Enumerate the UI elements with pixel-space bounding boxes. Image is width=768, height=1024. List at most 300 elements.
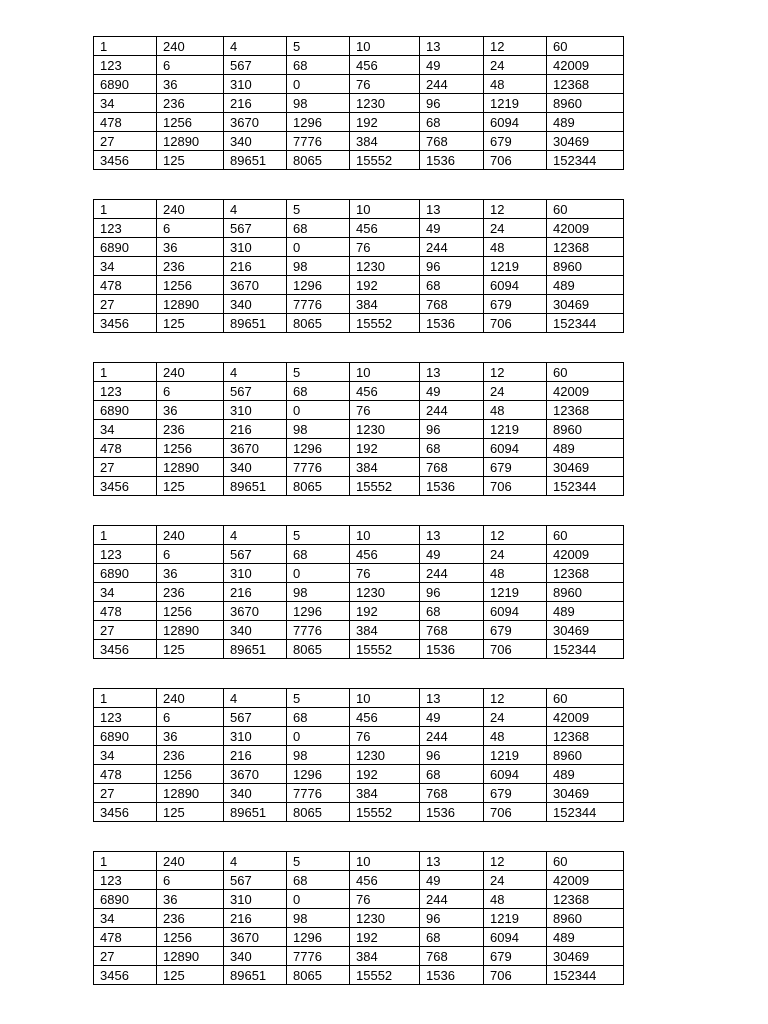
table-cell: 125	[157, 151, 224, 170]
table-cell: 34	[94, 94, 157, 113]
table-cell: 96	[420, 746, 484, 765]
table-cell: 6890	[94, 890, 157, 909]
table-cell: 310	[224, 890, 287, 909]
table-row	[94, 276, 624, 295]
table-cell: 310	[224, 75, 287, 94]
table-row	[94, 602, 624, 621]
table-cell: 48	[484, 890, 547, 909]
table-cell: 10	[350, 526, 420, 545]
table-cell: 489	[547, 602, 624, 621]
number-table-4	[93, 525, 624, 659]
table-cell: 3670	[224, 765, 287, 784]
table-cell: 68	[420, 276, 484, 295]
table-cell: 12	[484, 363, 547, 382]
table-cell: 125	[157, 966, 224, 985]
table-cell: 1256	[157, 439, 224, 458]
table-cell: 7776	[287, 784, 350, 803]
table-cell: 1296	[287, 928, 350, 947]
table-row	[94, 200, 624, 219]
table-row	[94, 564, 624, 583]
table-cell: 236	[157, 420, 224, 439]
table-row	[94, 238, 624, 257]
table-row	[94, 113, 624, 132]
table-cell: 49	[420, 545, 484, 564]
table-cell: 679	[484, 947, 547, 966]
table-cell: 8960	[547, 94, 624, 113]
table-cell: 15552	[350, 314, 420, 333]
table-cell: 244	[420, 75, 484, 94]
table-cell: 310	[224, 727, 287, 746]
table-cell: 768	[420, 132, 484, 151]
table-row	[94, 401, 624, 420]
table-row	[94, 257, 624, 276]
number-table-1	[93, 36, 624, 170]
table-cell: 76	[350, 75, 420, 94]
table-cell: 489	[547, 276, 624, 295]
table-cell: 96	[420, 909, 484, 928]
table-row	[94, 784, 624, 803]
table-cell: 768	[420, 458, 484, 477]
table-cell: 42009	[547, 871, 624, 890]
table-cell: 49	[420, 56, 484, 75]
table-cell: 1536	[420, 640, 484, 659]
table-cell: 15552	[350, 477, 420, 496]
table-cell: 60	[547, 689, 624, 708]
table-row	[94, 890, 624, 909]
table-cell: 236	[157, 94, 224, 113]
table-cell: 12	[484, 526, 547, 545]
table-cell: 0	[287, 401, 350, 420]
table-cell: 0	[287, 75, 350, 94]
table-cell: 236	[157, 909, 224, 928]
table-cell: 0	[287, 564, 350, 583]
table-cell: 5	[287, 526, 350, 545]
table-cell: 89651	[224, 151, 287, 170]
table-cell: 1219	[484, 583, 547, 602]
table-row	[94, 94, 624, 113]
table-cell: 98	[287, 257, 350, 276]
table-cell: 192	[350, 928, 420, 947]
table-cell: 192	[350, 113, 420, 132]
table-cell: 4	[224, 526, 287, 545]
table-cell: 244	[420, 238, 484, 257]
table-cell: 1256	[157, 765, 224, 784]
table-cell: 15552	[350, 151, 420, 170]
table-cell: 7776	[287, 458, 350, 477]
table-cell: 3670	[224, 439, 287, 458]
table-cell: 60	[547, 37, 624, 56]
table-cell: 152344	[547, 966, 624, 985]
table-cell: 6890	[94, 401, 157, 420]
table-cell: 27	[94, 784, 157, 803]
table-cell: 5	[287, 37, 350, 56]
table-cell: 96	[420, 420, 484, 439]
table-cell: 12	[484, 37, 547, 56]
table-cell: 1256	[157, 276, 224, 295]
table-row	[94, 966, 624, 985]
table-cell: 1219	[484, 746, 547, 765]
table-cell: 76	[350, 890, 420, 909]
table-cell: 49	[420, 871, 484, 890]
table-cell: 8960	[547, 420, 624, 439]
table-cell: 8065	[287, 477, 350, 496]
table-cell: 4	[224, 37, 287, 56]
table-row	[94, 871, 624, 890]
table-cell: 1	[94, 852, 157, 871]
table-cell: 8960	[547, 257, 624, 276]
table-cell: 60	[547, 852, 624, 871]
table-cell: 6094	[484, 276, 547, 295]
table-cell: 1219	[484, 420, 547, 439]
table-cell: 30469	[547, 132, 624, 151]
table-cell: 1256	[157, 928, 224, 947]
table-cell: 240	[157, 200, 224, 219]
table-cell: 4	[224, 852, 287, 871]
table-cell: 567	[224, 708, 287, 727]
table-cell: 12890	[157, 621, 224, 640]
table-cell: 89651	[224, 477, 287, 496]
table-row	[94, 314, 624, 333]
table-cell: 68	[287, 219, 350, 238]
table-cell: 0	[287, 890, 350, 909]
table-cell: 13	[420, 689, 484, 708]
table-cell: 48	[484, 564, 547, 583]
table-cell: 384	[350, 621, 420, 640]
table-cell: 68	[287, 56, 350, 75]
table-cell: 4	[224, 689, 287, 708]
table-cell: 8960	[547, 909, 624, 928]
table-cell: 384	[350, 947, 420, 966]
table-cell: 152344	[547, 477, 624, 496]
number-table-2	[93, 199, 624, 333]
table-cell: 1296	[287, 439, 350, 458]
table-row	[94, 439, 624, 458]
table-cell: 768	[420, 784, 484, 803]
table-cell: 456	[350, 871, 420, 890]
table-row	[94, 477, 624, 496]
number-table-5	[93, 688, 624, 822]
table-cell: 567	[224, 871, 287, 890]
table-cell: 244	[420, 401, 484, 420]
table-cell: 6	[157, 56, 224, 75]
table-cell: 30469	[547, 621, 624, 640]
table-cell: 27	[94, 621, 157, 640]
table-cell: 216	[224, 909, 287, 928]
table-cell: 567	[224, 219, 287, 238]
table-cell: 236	[157, 583, 224, 602]
table-cell: 1	[94, 689, 157, 708]
table-cell: 1256	[157, 602, 224, 621]
table-cell: 30469	[547, 458, 624, 477]
table-cell: 60	[547, 526, 624, 545]
table-cell: 12890	[157, 132, 224, 151]
table-cell: 384	[350, 784, 420, 803]
table-cell: 489	[547, 439, 624, 458]
table-row	[94, 56, 624, 75]
table-cell: 1	[94, 37, 157, 56]
table-cell: 10	[350, 200, 420, 219]
table-cell: 3670	[224, 113, 287, 132]
table-cell: 152344	[547, 640, 624, 659]
table-cell: 240	[157, 526, 224, 545]
table-cell: 68	[287, 545, 350, 564]
table-cell: 12368	[547, 564, 624, 583]
table-cell: 6094	[484, 602, 547, 621]
table-cell: 10	[350, 852, 420, 871]
table-cell: 489	[547, 928, 624, 947]
table-cell: 240	[157, 37, 224, 56]
table-row	[94, 727, 624, 746]
table-row	[94, 458, 624, 477]
table-cell: 12368	[547, 727, 624, 746]
table-cell: 1230	[350, 583, 420, 602]
table-cell: 216	[224, 420, 287, 439]
table-cell: 96	[420, 94, 484, 113]
table-row	[94, 151, 624, 170]
table-cell: 68	[420, 439, 484, 458]
table-cell: 10	[350, 37, 420, 56]
table-cell: 36	[157, 238, 224, 257]
table-cell: 1	[94, 363, 157, 382]
table-cell: 310	[224, 401, 287, 420]
table-cell: 68	[287, 708, 350, 727]
table-cell: 7776	[287, 947, 350, 966]
table-cell: 98	[287, 94, 350, 113]
table-cell: 24	[484, 382, 547, 401]
table-cell: 36	[157, 401, 224, 420]
table-cell: 1296	[287, 276, 350, 295]
table-row	[94, 947, 624, 966]
table-cell: 1230	[350, 420, 420, 439]
table-cell: 24	[484, 708, 547, 727]
table-cell: 216	[224, 94, 287, 113]
table-cell: 6094	[484, 765, 547, 784]
table-cell: 6	[157, 871, 224, 890]
table-cell: 76	[350, 564, 420, 583]
table-row	[94, 382, 624, 401]
table-cell: 89651	[224, 966, 287, 985]
table-cell: 340	[224, 784, 287, 803]
table-cell: 125	[157, 640, 224, 659]
table-cell: 34	[94, 420, 157, 439]
table-row	[94, 420, 624, 439]
table-cell: 12368	[547, 75, 624, 94]
table-cell: 12	[484, 852, 547, 871]
table-cell: 12890	[157, 784, 224, 803]
table-cell: 6094	[484, 439, 547, 458]
table-cell: 340	[224, 947, 287, 966]
table-cell: 489	[547, 113, 624, 132]
table-cell: 8065	[287, 640, 350, 659]
table-cell: 5	[287, 200, 350, 219]
table-cell: 125	[157, 477, 224, 496]
table-cell: 567	[224, 545, 287, 564]
table-cell: 567	[224, 56, 287, 75]
table-cell: 48	[484, 401, 547, 420]
table-cell: 567	[224, 382, 287, 401]
table-cell: 27	[94, 947, 157, 966]
table-cell: 192	[350, 439, 420, 458]
table-cell: 123	[94, 708, 157, 727]
table-cell: 36	[157, 727, 224, 746]
table-row	[94, 640, 624, 659]
table-row	[94, 708, 624, 727]
table-cell: 1296	[287, 765, 350, 784]
table-cell: 48	[484, 75, 547, 94]
table-cell: 8065	[287, 966, 350, 985]
table-cell: 5	[287, 852, 350, 871]
table-cell: 7776	[287, 132, 350, 151]
table-row	[94, 803, 624, 822]
table-cell: 34	[94, 909, 157, 928]
table-cell: 36	[157, 564, 224, 583]
table-cell: 3456	[94, 803, 157, 822]
table-cell: 49	[420, 382, 484, 401]
table-cell: 68	[420, 113, 484, 132]
table-cell: 125	[157, 314, 224, 333]
table-row	[94, 621, 624, 640]
table-cell: 478	[94, 439, 157, 458]
table-cell: 12	[484, 200, 547, 219]
table-cell: 216	[224, 746, 287, 765]
table-cell: 3456	[94, 640, 157, 659]
table-row	[94, 295, 624, 314]
table-cell: 60	[547, 200, 624, 219]
table-cell: 36	[157, 75, 224, 94]
table-cell: 12368	[547, 890, 624, 909]
table-cell: 6890	[94, 727, 157, 746]
table-cell: 706	[484, 477, 547, 496]
table-cell: 478	[94, 276, 157, 295]
table-cell: 1536	[420, 477, 484, 496]
table-cell: 706	[484, 966, 547, 985]
table-cell: 456	[350, 56, 420, 75]
table-cell: 1296	[287, 602, 350, 621]
table-cell: 244	[420, 727, 484, 746]
table-cell: 68	[287, 871, 350, 890]
table-cell: 13	[420, 363, 484, 382]
table-cell: 1230	[350, 746, 420, 765]
table-cell: 96	[420, 583, 484, 602]
table-cell: 8960	[547, 583, 624, 602]
table-cell: 49	[420, 219, 484, 238]
table-cell: 384	[350, 132, 420, 151]
table-cell: 6	[157, 219, 224, 238]
table-cell: 679	[484, 132, 547, 151]
table-cell: 1219	[484, 257, 547, 276]
table-cell: 4	[224, 200, 287, 219]
table-row	[94, 75, 624, 94]
table-cell: 10	[350, 363, 420, 382]
table-cell: 706	[484, 314, 547, 333]
table-cell: 310	[224, 564, 287, 583]
table-row	[94, 765, 624, 784]
table-row	[94, 746, 624, 765]
table-cell: 192	[350, 765, 420, 784]
table-row	[94, 363, 624, 382]
table-cell: 76	[350, 401, 420, 420]
table-cell: 68	[420, 928, 484, 947]
table-row	[94, 583, 624, 602]
table-cell: 7776	[287, 621, 350, 640]
table-cell: 679	[484, 295, 547, 314]
table-row	[94, 909, 624, 928]
table-cell: 7776	[287, 295, 350, 314]
table-cell: 6890	[94, 564, 157, 583]
table-cell: 1536	[420, 803, 484, 822]
table-cell: 456	[350, 545, 420, 564]
table-cell: 15552	[350, 966, 420, 985]
table-cell: 1296	[287, 113, 350, 132]
table-cell: 3670	[224, 928, 287, 947]
table-cell: 42009	[547, 219, 624, 238]
table-cell: 340	[224, 458, 287, 477]
table-cell: 89651	[224, 314, 287, 333]
table-cell: 384	[350, 295, 420, 314]
table-cell: 340	[224, 132, 287, 151]
table-cell: 3456	[94, 477, 157, 496]
table-cell: 42009	[547, 382, 624, 401]
table-cell: 89651	[224, 803, 287, 822]
table-cell: 679	[484, 784, 547, 803]
table-cell: 98	[287, 420, 350, 439]
number-table-3	[93, 362, 624, 496]
table-cell: 478	[94, 113, 157, 132]
table-row	[94, 928, 624, 947]
table-cell: 4	[224, 363, 287, 382]
table-cell: 8065	[287, 151, 350, 170]
table-cell: 192	[350, 276, 420, 295]
table-cell: 6	[157, 545, 224, 564]
table-row	[94, 526, 624, 545]
table-cell: 216	[224, 257, 287, 276]
table-cell: 76	[350, 727, 420, 746]
table-cell: 340	[224, 621, 287, 640]
table-cell: 6	[157, 708, 224, 727]
table-cell: 12368	[547, 238, 624, 257]
table-cell: 1219	[484, 94, 547, 113]
table-cell: 192	[350, 602, 420, 621]
table-cell: 123	[94, 382, 157, 401]
table-cell: 12890	[157, 458, 224, 477]
table-cell: 30469	[547, 947, 624, 966]
table-cell: 1256	[157, 113, 224, 132]
table-cell: 3670	[224, 276, 287, 295]
table-cell: 6	[157, 382, 224, 401]
table-cell: 12890	[157, 295, 224, 314]
table-cell: 123	[94, 871, 157, 890]
table-cell: 0	[287, 238, 350, 257]
table-row	[94, 852, 624, 871]
table-cell: 98	[287, 583, 350, 602]
number-table-6	[93, 851, 624, 985]
table-cell: 489	[547, 765, 624, 784]
table-cell: 6094	[484, 928, 547, 947]
table-cell: 34	[94, 257, 157, 276]
table-cell: 76	[350, 238, 420, 257]
table-cell: 152344	[547, 314, 624, 333]
table-cell: 8960	[547, 746, 624, 765]
table-cell: 152344	[547, 151, 624, 170]
table-cell: 3456	[94, 966, 157, 985]
table-cell: 478	[94, 602, 157, 621]
table-cell: 24	[484, 56, 547, 75]
table-cell: 706	[484, 803, 547, 822]
table-cell: 5	[287, 363, 350, 382]
table-cell: 60	[547, 363, 624, 382]
table-cell: 236	[157, 257, 224, 276]
table-cell: 6890	[94, 75, 157, 94]
